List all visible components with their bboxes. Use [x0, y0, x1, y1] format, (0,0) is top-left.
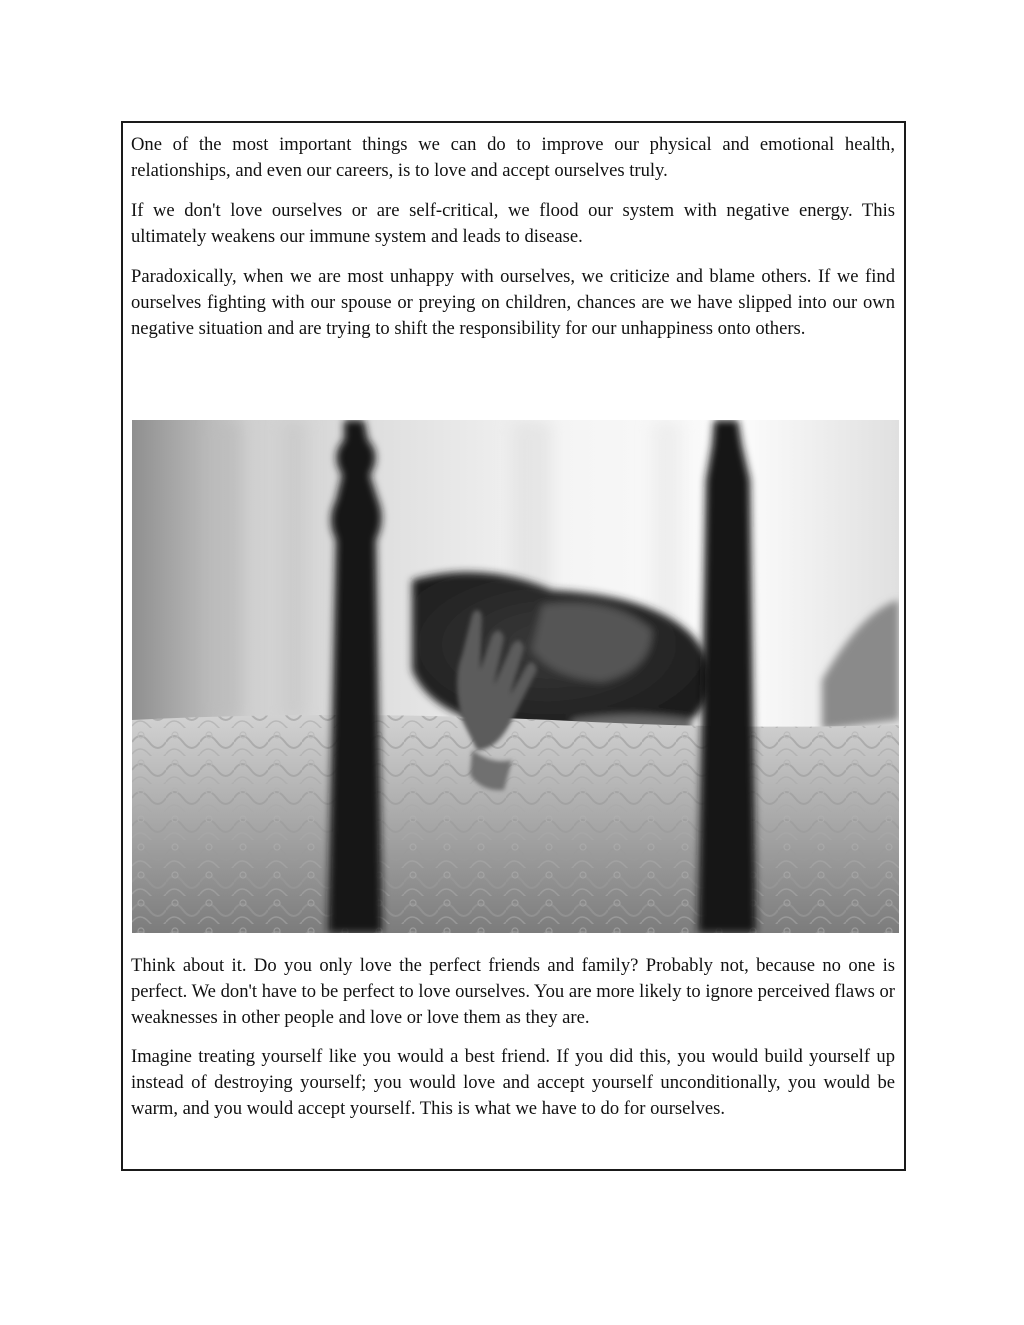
- paragraph-3: Paradoxically, when we are most unhappy with ourselves, we criticize and blame others. If we find ourselves fighting with our spouse or preying on children, chances are we have slipped into our own negative situation and are trying to shift the responsibility for our unhappiness onto others.: [131, 266, 895, 340]
- paragraph-5: Imagine treating yourself like you would a best friend. If you did this, you would build yourself up instead of destroying yourself; you would love and accept yourself unconditionally, you would be warm, and you would accept yourself. This is what we have to do for ourselves.: [131, 1046, 895, 1120]
- paragraph-1: One of the most important things we can do to improve our physical and emotional health, relationships, and even our careers, is to love and accept ourselves truly.: [131, 134, 895, 182]
- bed-photo: [132, 420, 899, 933]
- paragraph-2: If we don't love ourselves or are self-critical, we flood our system with negative energy. This ultimately weakens our immune system and leads to disease.: [131, 200, 895, 248]
- bed-photo-illustration: [132, 420, 899, 933]
- page-frame: [121, 121, 906, 1171]
- paragraph-4: Think about it. Do you only love the perfect friends and family? Probably not, because no one is perfect. We don't have to be perfect to love ourselves. You are more likely to ignore perceived flaws or weaknesses in other people and love or love them as they are.: [131, 955, 895, 1029]
